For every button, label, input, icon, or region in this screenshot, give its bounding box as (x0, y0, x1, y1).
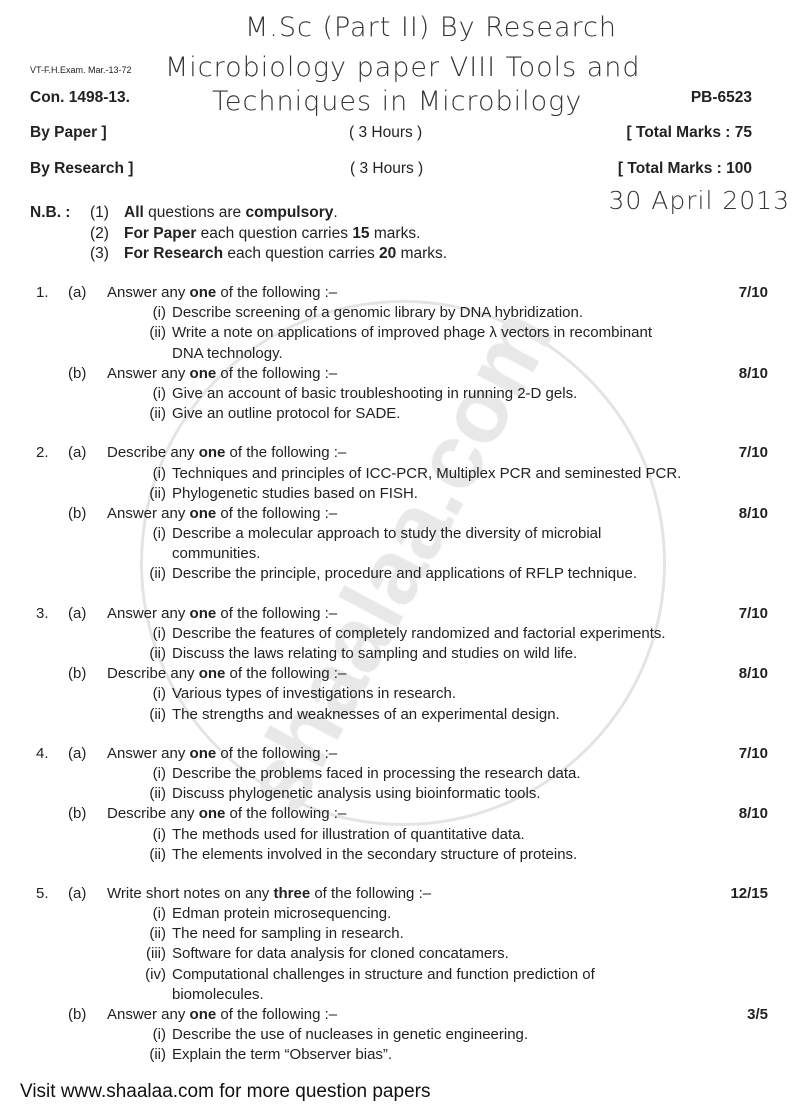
part-instruction (107, 1005, 337, 1025)
note-text (124, 245, 447, 263)
part-marks: 7/10 (738, 744, 768, 762)
note-bold: compulsory (245, 204, 334, 221)
instruction-text: Answer any (107, 604, 190, 622)
sub-question-number: (ii) (149, 1046, 166, 1064)
sub-question (0, 784, 800, 804)
sub-question-text: Phylogenetic studies based on FISH. (172, 484, 418, 502)
instruction-bold: one (189, 1006, 217, 1023)
by-paper-marks: [ Total Marks : 75 (626, 124, 752, 141)
by-research-marks: [ Total Marks : 100 (617, 160, 752, 177)
sub-question (0, 764, 800, 784)
instruction-text: Answer any (107, 504, 190, 522)
sub-question-text: biomolecules. (172, 985, 264, 1003)
sub-question-number: (i) (152, 384, 166, 402)
part-label: (b) (68, 364, 87, 382)
nb-label: N.B. : (30, 204, 71, 221)
sub-question (0, 944, 800, 964)
question-part-header (0, 504, 800, 524)
sub-question-number: (i) (152, 525, 166, 543)
instruction-text: of the following :– (225, 665, 347, 683)
note-text (124, 204, 338, 222)
question-part-header (0, 744, 800, 764)
note-bold: 15 (352, 224, 370, 242)
question (0, 283, 800, 424)
sub-question-text: Describe the principle, procedure and applications of RFLP technique. (172, 565, 637, 583)
note-bold: 20 (379, 245, 397, 262)
sub-question-number: (ii) (149, 565, 166, 583)
sub-question-number: (ii) (149, 785, 166, 803)
instruction-bold: one (189, 504, 217, 522)
question (0, 604, 800, 725)
sub-question (0, 684, 800, 704)
sub-question-text: Give an account of basic troubleshooting in running 2-D gels. (172, 384, 578, 402)
note-bold: All (124, 204, 144, 221)
sub-question-text: Various types of investigations in research. (172, 685, 457, 703)
sub-question-number: (ii) (149, 645, 166, 662)
sub-question (0, 904, 800, 924)
part-instruction (107, 443, 346, 463)
part-label: (a) (68, 604, 87, 622)
part-marks: 8/10 (738, 805, 768, 823)
part-label: (b) (68, 665, 87, 683)
sub-question-number: (iv) (145, 965, 166, 983)
sub-question-number: (i) (152, 685, 166, 703)
part-instruction (107, 283, 337, 303)
sub-question-text: Describe the use of nucleases in genetic engineering. (172, 1026, 529, 1044)
note-number: (1) (90, 204, 109, 221)
sub-question (0, 1045, 800, 1065)
sub-question-number: (i) (152, 304, 166, 322)
question (0, 744, 800, 865)
question (0, 443, 800, 584)
sub-question (0, 484, 800, 504)
sub-question-text: The need for sampling in research. (172, 925, 404, 943)
sub-question (0, 564, 800, 584)
sub-question-number: (i) (152, 624, 166, 642)
sub-question-number: (ii) (149, 705, 166, 723)
handwritten-date: 30 April 2013 (608, 186, 790, 215)
instruction-text: of the following :– (216, 744, 338, 762)
part-label: (a) (68, 744, 87, 762)
by-paper-label: By Paper ] (30, 124, 107, 141)
question-part-header (0, 804, 800, 824)
part-label: (b) (68, 805, 87, 823)
instruction-text: of the following :– (216, 504, 338, 522)
question-part-header (0, 664, 800, 684)
sub-question (0, 404, 800, 424)
sub-question (0, 924, 800, 944)
sub-question (0, 644, 800, 664)
question-part-header (0, 604, 800, 624)
sub-question (0, 705, 800, 725)
instruction-text: of the following :– (216, 284, 338, 301)
question-part-header (0, 884, 800, 904)
sub-question-text: The elements involved in the secondary structure of proteins. (172, 845, 578, 863)
questions (0, 283, 800, 1085)
note-text (124, 225, 420, 243)
part-marks: 8/10 (738, 504, 768, 522)
sub-question-text: Discuss phylogenetic analysis using bioinformatic tools. (172, 785, 541, 803)
sub-question (0, 464, 800, 484)
question-part-header (0, 443, 800, 463)
handwritten-course: M.Sc (Part II) By Research (245, 12, 617, 43)
sub-question (0, 524, 800, 544)
sub-question (0, 965, 800, 985)
by-research-hours: ( 3 Hours ) (350, 160, 424, 177)
part-marks: 7/10 (738, 284, 768, 301)
instruction-text: Answer any (107, 1006, 190, 1023)
sub-question-text: Computational challenges in structure and function prediction of (172, 965, 595, 983)
sub-question-number: (ii) (149, 405, 166, 423)
handwritten-subject: Microbiology paper VIII Tools and (165, 52, 641, 83)
sub-question-text: Describe the problems faced in processing the research data. (172, 764, 581, 782)
instruction-bold: three (273, 884, 311, 902)
sub-question-text: communities. (172, 545, 261, 563)
sub-question-text: Software for data analysis for cloned concatamers. (172, 945, 509, 963)
instruction-text: Answer any (107, 744, 190, 762)
sub-question (0, 544, 800, 564)
instruction-text: Describe any (107, 665, 199, 683)
con-number: Con. 1498-13. (30, 89, 130, 106)
part-instruction (107, 884, 431, 904)
note-plain: marks. (396, 245, 448, 262)
instruction-text: of the following :– (216, 604, 338, 622)
by-paper-hours: ( 3 Hours ) (349, 124, 423, 141)
question-number: 4. (36, 744, 49, 762)
part-instruction (107, 744, 337, 764)
sub-question-text: Explain the term “Observer bias”. (172, 1046, 393, 1064)
note-plain: each question carries (196, 224, 353, 242)
sub-question (0, 825, 800, 845)
sub-question (0, 845, 800, 865)
sub-question (0, 384, 800, 404)
exam-code: VT-F.H.Exam. Mar.-13-72 (30, 65, 132, 75)
instruction-bold: one (189, 364, 217, 382)
part-marks: 8/10 (738, 665, 768, 683)
sub-question (0, 1025, 800, 1045)
sub-question-text: Discuss the laws relating to sampling and studies on wild life. (172, 645, 578, 662)
instruction-bold: one (189, 744, 217, 762)
part-instruction (107, 664, 346, 684)
instruction-text: Answer any (107, 284, 190, 301)
sub-question (0, 985, 800, 1005)
sub-question (0, 624, 800, 644)
note-plain: each question carries (223, 245, 380, 262)
question-number: 5. (36, 884, 49, 902)
handwritten-title: Techniques in Microbilogy (212, 86, 583, 117)
part-marks: 7/10 (738, 604, 768, 622)
part-instruction (107, 504, 337, 524)
sub-question-text: Techniques and principles of ICC-PCR, Multiplex PCR and seminested PCR. (172, 464, 682, 482)
sub-question-text: Give an outline protocol for SADE. (172, 405, 401, 423)
part-label: (a) (68, 884, 87, 902)
part-label: (a) (68, 284, 87, 301)
sub-question-number: (i) (152, 825, 166, 843)
question (0, 884, 800, 1066)
sub-question-number: (ii) (149, 845, 166, 863)
instruction-text: Write short notes on any (107, 884, 274, 902)
sub-question-number: (ii) (149, 484, 166, 502)
by-research-label: By Research ] (30, 160, 134, 177)
instruction-bold: one (189, 284, 217, 301)
instruction-text: of the following :– (310, 884, 432, 902)
instruction-bold: one (189, 604, 217, 622)
instruction-text: Answer any (107, 364, 190, 382)
question-part-header (0, 1005, 800, 1025)
sub-question-number: (i) (152, 905, 166, 923)
question-part-header (0, 364, 800, 384)
instruction-text: of the following :– (225, 805, 347, 823)
question-number: 1. (36, 284, 49, 301)
footer-text: Visit www.shaalaa.com for more question papers (20, 1081, 431, 1102)
sub-question-number: (i) (152, 1026, 166, 1044)
part-marks: 7/10 (738, 444, 768, 462)
note-bold: For Research (124, 245, 224, 262)
note-number: (3) (90, 245, 109, 262)
sub-question-text: Write a note on applications of improved phage λ vectors in recombinant (172, 324, 652, 342)
instruction-text: Describe any (107, 805, 199, 823)
sub-question-text: Describe screening of a genomic library by DNA hybridization. (172, 304, 584, 322)
note-number: (2) (90, 224, 109, 242)
instruction-bold: one (198, 665, 226, 683)
sub-question-number: (ii) (149, 324, 166, 342)
part-instruction (107, 604, 337, 624)
sub-question (0, 323, 800, 343)
instruction-text: of the following :– (216, 1006, 338, 1023)
sub-question-text: Describe a molecular approach to study the diversity of microbial (172, 525, 602, 543)
sub-question-number: (ii) (149, 925, 166, 943)
note-bold: For Paper (124, 224, 197, 242)
instruction-bold: one (198, 444, 226, 462)
part-instruction (107, 804, 346, 824)
question-part-header (0, 283, 800, 303)
note-plain: marks. (369, 224, 421, 242)
sub-question-text: The methods used for illustration of quantitative data. (172, 825, 525, 843)
part-label: (b) (68, 1006, 87, 1023)
question-number: 3. (36, 604, 49, 622)
part-marks: 12/15 (730, 884, 768, 902)
sub-question-number: (iii) (146, 945, 166, 963)
part-label: (a) (68, 444, 87, 462)
sub-question-text: DNA technology. (172, 344, 283, 362)
sub-question (0, 303, 800, 323)
sub-question (0, 344, 800, 364)
sub-question-text: Edman protein microsequencing. (172, 905, 392, 923)
sub-question-number: (i) (152, 764, 166, 782)
part-instruction (107, 364, 337, 384)
note-plain: . (333, 204, 338, 221)
sub-question-text: The strengths and weaknesses of an experimental design. (172, 705, 560, 723)
instruction-text: of the following :– (225, 444, 347, 462)
instruction-bold: one (198, 805, 226, 823)
part-marks: 8/10 (738, 364, 768, 382)
part-label: (b) (68, 504, 87, 522)
note-plain: questions are (143, 204, 246, 221)
paper-code: PB-6523 (690, 89, 752, 106)
instruction-text: of the following :– (216, 364, 338, 382)
question-number: 2. (36, 444, 49, 462)
sub-question-text: Describe the features of completely randomized and factorial experiments. (172, 624, 666, 642)
instruction-text: Describe any (107, 444, 199, 462)
part-marks: 3/5 (747, 1006, 768, 1023)
sub-question-number: (i) (152, 464, 166, 482)
